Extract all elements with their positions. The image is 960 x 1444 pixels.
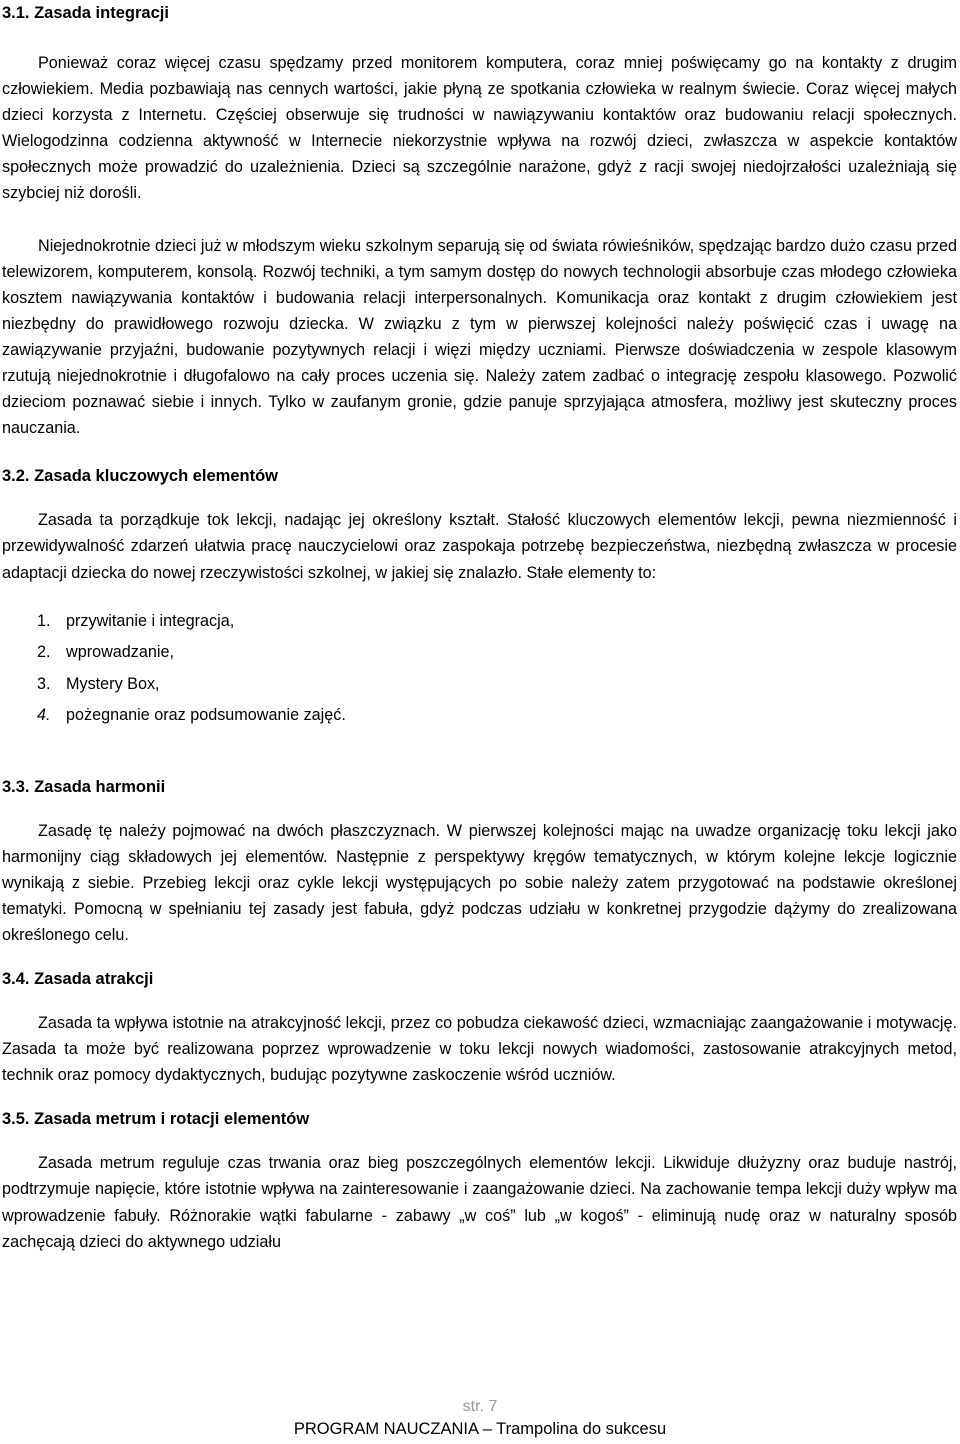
paragraph: Zasada ta porządkuje tok lekcji, nadając jej określony kształt. Stałość kluczowych elementów lekcji, pewna niezmienność i przewidywalność zdarzeń ułatwia pracę nauczycielowi oraz zaspokaja potrzebę bezpieczeństwa, niezbędną zwłaszcza w procesie adaptacji dziecka do nowej rzeczywistości szkolnej, w jakiej się znalazło. Stałe elementy to: (2, 511, 957, 582)
elements-list (2, 606, 957, 732)
list-item (2, 700, 957, 732)
list-item-text: przywitanie i integracja, (66, 611, 235, 630)
paragraph: Niejednokrotnie dzieci już w młodszym wieku szkolnym separują się od świata rówieśników, spędzając bardzo dużo czasu przed telewizorem, komputerem, konsolą. Rozwój techniki, a tym samym dostęp do nowych technologii absorbuje czas młodego człowieka kosztem nawiązywania kontaktów i budowania relacji interpersonalnych. Komunikacja oraz kontakt z drugim człowiekiem jest niezbędny do prawidłowego rozwoju dziecka. W związku z tym w pierwszej kolejności należy poświęcić czas i uwagę na zawiązywanie przyjaźni, budowanie pozytywnych relacji i więzi między uczniami. Pierwsze doświadczenia w zespole klasowym rzutują niejednokrotnie i długofalowo na cały proces uczenia się. Należy zatem zadbać o integrację zespołu klasowego. Pozwolić dzieciom poznawać siebie i innych. Tylko w zaufanym gronie, gdzie panuje sprzyjająca atmosfera, możliwy jest skuteczny proces nauczania. (2, 236, 957, 438)
paragraph: Zasada ta wpływa istotnie na atrakcyjność lekcji, przez co pobudza ciekawość dzieci, wzmacniając zaangażowanie i motywację. Zasada ta może być realizowana poprzez wprowadzenie w toku lekcji nowych wiadomości, zastosowanie atrakcyjnych metod, technik oraz pomocy dydaktycznych, budując pozytywne zaskoczenie wśród uczniów. (2, 1014, 957, 1085)
section-heading: 3.1. Zasada integracji (2, 4, 169, 22)
section-kluczowych-elementow (2, 463, 957, 731)
section-heading: 3.2. Zasada kluczowych elementów (2, 467, 279, 486)
list-item (2, 669, 957, 701)
page-number: str. 7 (462, 1398, 498, 1415)
list-item (2, 637, 957, 669)
list-item-number: 3. (37, 674, 51, 693)
paragraph: Zasada metrum reguluje czas trwania oraz bieg poszczególnych elementów lekcji. Likwiduje dłużyzny oraz buduje nastrój, podtrzymuje napięcie, które istotnie wpływa na zainteresowanie i zaangażowanie dzieci. Na zachowanie tempa lekcji duży wpływ ma wprowadzenie fabuły. Różnorakie wątki fabularne - zabawy „w coś” lub „w kogoś” - eliminują nudę oraz w naturalny sposób zachęcają dzieci do aktywnego udziału (2, 1154, 957, 1251)
document-content (2, 0, 957, 1255)
list-item-number: 4. (37, 706, 51, 725)
list-item (2, 606, 957, 638)
section-metrum (2, 1106, 957, 1254)
section-atrakcji (2, 966, 957, 1088)
list-item-text: Mystery Box, (66, 674, 160, 693)
paragraph: Zasadę tę należy pojmować na dwóch płaszczyznach. W pierwszej kolejności mając na uwadze organizację toku lekcji jako harmonijny ciąg składowych jej elementów. Następnie z perspektywy kręgów tematycznych, w którym kolejne lekcje logicznie wynikają z siebie. Przebieg lekcji oraz cykle lekcji występujących po sobie należy zatem przygotować na podstawie określonej tematyki. Pomocną w spełnianiu tej zasady jest fabuła, gdyż podczas udziału w konkretnej przygodzie dążymy do zrealizowana określonego celu. (2, 821, 957, 944)
list-item-number: 1. (37, 611, 51, 630)
section-integracji (2, 0, 957, 441)
footer-title: PROGRAM NAUCZANIA – Trampolina do sukcesu (293, 1420, 667, 1438)
section-heading: 3.3. Zasada harmonii (2, 777, 166, 796)
list-item-text: pożegnanie oraz podsumowanie zajęć. (66, 706, 346, 725)
section-heading: 3.5. Zasada metrum i rotacji elementów (2, 1110, 310, 1129)
list-item-text: wprowadzanie, (66, 643, 174, 662)
list-item-number: 2. (37, 643, 51, 662)
paragraph: Ponieważ coraz więcej czasu spędzamy przed monitorem komputera, coraz mniej poświęcamy go na kontakty z drugim człowiekiem. Media pozbawiają nas cennych wartości, jakie płyną ze spotkania człowieka w realnym świecie. Coraz więcej małych dzieci korzysta z Internetu. Częściej obserwuje się trudności w nawiązywaniu kontaktów oraz budowaniu relacji społecznych. Wielogodzinna codzienna aktywność w Internecie niekorzystnie wpływa na rozwój dzieci, zwłaszcza w aspekcie kontaktów społecznych może prowadzić do uzależnienia. Dzieci są szczególnie narażone, gdyż z racji swojej niedojrzałości uzależniają się szybciej niż dorośli. (2, 54, 957, 203)
section-heading: 3.4. Zasada atrakcji (2, 970, 154, 989)
section-harmonii (2, 774, 957, 948)
